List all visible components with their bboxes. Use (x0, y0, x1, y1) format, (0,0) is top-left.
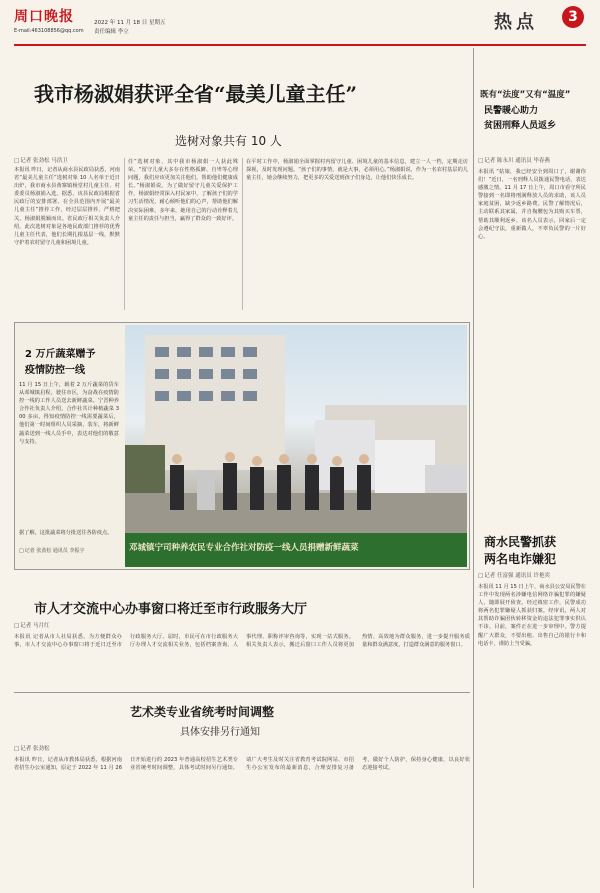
main-subtitle: 选树对象共有 10 人 (175, 134, 282, 148)
sidebar2-title-1: 商水民警抓获 (484, 535, 557, 549)
photo-story-credit: 据了解，这批蔬菜将分批送往各防疫点。 (19, 530, 113, 536)
news-photo (125, 325, 467, 567)
email-text: E-mail:463108856@qq.com (14, 28, 84, 34)
page-number: 3 (568, 9, 578, 25)
sidebar2-body: 本报讯 11 月 15 日上午，商水县公安局民警在工作中发现两名涉嫌电信网络诈骗犯罪的嫌疑人，随即展开侦查。经过缜密工作，民警成功将两名犯罪嫌疑人抓获归案。经审讯，两人对其帮助诈骗团伙转移资金的违法犯罪事实供认不讳。目前，案件正在进一步审理中。警方提醒广大群众，不要出租、出售自己的银行卡和电话卡，谨防上当受骗。 (478, 584, 586, 647)
main-col1: 本报讯 昨日，记者从商水县民政局获悉，河南省“最美儿童主任”选树对象 10 人名单于近日出炉，我市商水县黄寨镇杨堂村儿童主任、村委委员杨淑娟入选。据悉，该县民政局根据省民政厅的安排部署，在全县范围内开展“最美儿童主任”推荐工作，经过层层推荐、严格把关，杨淑娟脱颖而出。省民政厅相关负责人介绍，此次选树对象是各地民政部门推荐的优秀儿童主任代表，他们长期扎根基层一线，默默守护着农村留守儿童和困境儿童。 (14, 167, 120, 246)
main-headline: 我市杨淑娟获评全省“最美儿童主任” (34, 82, 358, 106)
main-col2: 任”选树对象，其中我市杨淑娟一人获此殊荣。“留守儿童大多存在性格孤僻、自卑等心理问题，我们应该更加关注他们，帮助他们健康成长。”杨淑娟说。为了做好留守儿童关爱保护工作，杨淑娟经常深入村民家中，了解孩子们的学习生活情况，耐心倾听他们的心声，帮助他们解决实际困难。多年来，她用自己的行动诠释着儿童主任的责任与担当，赢得了群众的一致好评。 (128, 159, 238, 222)
photo-story-title-2: 疫情防控一线 (25, 365, 85, 376)
story2-body: 本报讯 记者从市人社局获悉，为方便群众办事，市人才交流中心办事窗口将于近日迁至市行政服务大厅。届时，市民可在市行政服务大厅办理人才交流相关业务，包括档案查询、人事代理、职称评审咨询等，实现一站式服务。相关负责人表示，搬迁后窗口工作人员将更加热情、高效地为群众服务，进一步提升服务质量和群众满意度，打造群众满意的服务窗口。 (14, 634, 470, 649)
sidebar2-title-2: 两名电诈嫌犯 (484, 552, 557, 566)
photo-story-title-1: 2 万斤蔬菜赠予 (25, 349, 96, 360)
sidebar2-byline: □ 记者 任富强 通讯员 许艳宾 (478, 571, 550, 579)
masthead (14, 6, 586, 42)
story2-byline: □ 记者 马月红 (14, 621, 49, 629)
story3-byline: □ 记者 张劲松 (14, 744, 49, 752)
story3-subtitle: 具体安排另行通知 (180, 727, 260, 738)
story3-headline: 艺术类专业省统考时间调整 (130, 705, 275, 719)
sidebar-body: 本报讯 “姑娘，我已经安全到周口了，谢谢你们！”近日，一名刑释人员拨通民警电话，表达感激之情。11 月 17 日上午，周口市看守所民警接到一名即将刑满释放人员的求助，该人员家庭贫困，缺少返乡路费。民警了解情况后，主动联系其家属，并自掏腰包为其购买车票，帮助其顺利返乡。该名人员表示，回家后一定会遵纪守法，重新做人，不辜负民警的一片好心。 (478, 169, 586, 240)
page-number-badge (562, 6, 584, 28)
photo-story-body: 11 月 15 日上午，载着 2 万斤蔬菜的货车从邓城镇启程，驶往市区，为奋战在疫情防控一线的工作人员送去新鲜蔬菜。宁晋种养合作社负责人介绍，合作社共计种植蔬菜 300 多亩，得知疫情防控一线需要蔬菜后，他们第一时间组织人员采摘、装车，将新鲜蔬菜送到一线人员手中，表达对他们的敬意与支持。 (19, 382, 119, 445)
sidebar-pre-title: 既有“法度”又有“温度” (480, 90, 571, 100)
photo-story-byline: □ 记者 张劲松 通讯员 李振宇 (19, 547, 85, 554)
main-col3: 在平时工作中，杨淑娟全面掌握村内留守儿童、困境儿童的基本信息，建立一人一档，定期走访探视，及时发现问题。“孩子们的事情，就是大事，必须用心。”杨淑娟说，作为一名农村基层的儿童主任，她会继续努力，把更多的关爱送到孩子们身边，让他们快乐成长。 (246, 159, 468, 182)
col-divider (124, 158, 125, 310)
sidebar-title-2: 贫困刑释人员返乡 (484, 121, 557, 131)
photo-scene (125, 325, 467, 567)
date-text: 2022 年 11 月 18 日 星期五 (94, 20, 166, 26)
editor-text: 责任编辑 李立 (94, 29, 129, 35)
photo-story-box (14, 322, 470, 570)
sidebar-byline: □ 记者 陈永川 通讯员 毕春燕 (478, 156, 550, 164)
story2-headline: 市人才交流中心办事窗口将迁至市行政服务大厅 (34, 602, 308, 617)
section-title: 热点 (494, 12, 538, 33)
story3-body: 本报讯 昨日，记者从市教体局获悉，根据河南省招生办公室通知，原定于 2022 年 11 月 26 日开始进行的 2023 年普通高校招生艺术类专业省统考时间调整，具体考试时间另行通知。请广大考生及时关注省教育考试院网站、市招生办公室发布的最新消息，合理安排复习备考，做好个人防护，保持身心健康，以良好状态迎接考试。 (14, 757, 470, 772)
col-divider (242, 158, 243, 310)
newspaper-logo: 周口晚报 (14, 9, 74, 25)
sidebar-divider (473, 48, 474, 888)
photo-banner-text: 邓城镇宁司种养农民专业合作社对防疫一线人员捐赠新鲜蔬菜 (129, 543, 359, 553)
sidebar-title-1: 民警暖心助力 (484, 106, 539, 116)
main-byline: □ 记者 张劲松 马浩卫 (14, 156, 68, 164)
story-divider (14, 692, 470, 693)
masthead-rule (14, 44, 586, 46)
